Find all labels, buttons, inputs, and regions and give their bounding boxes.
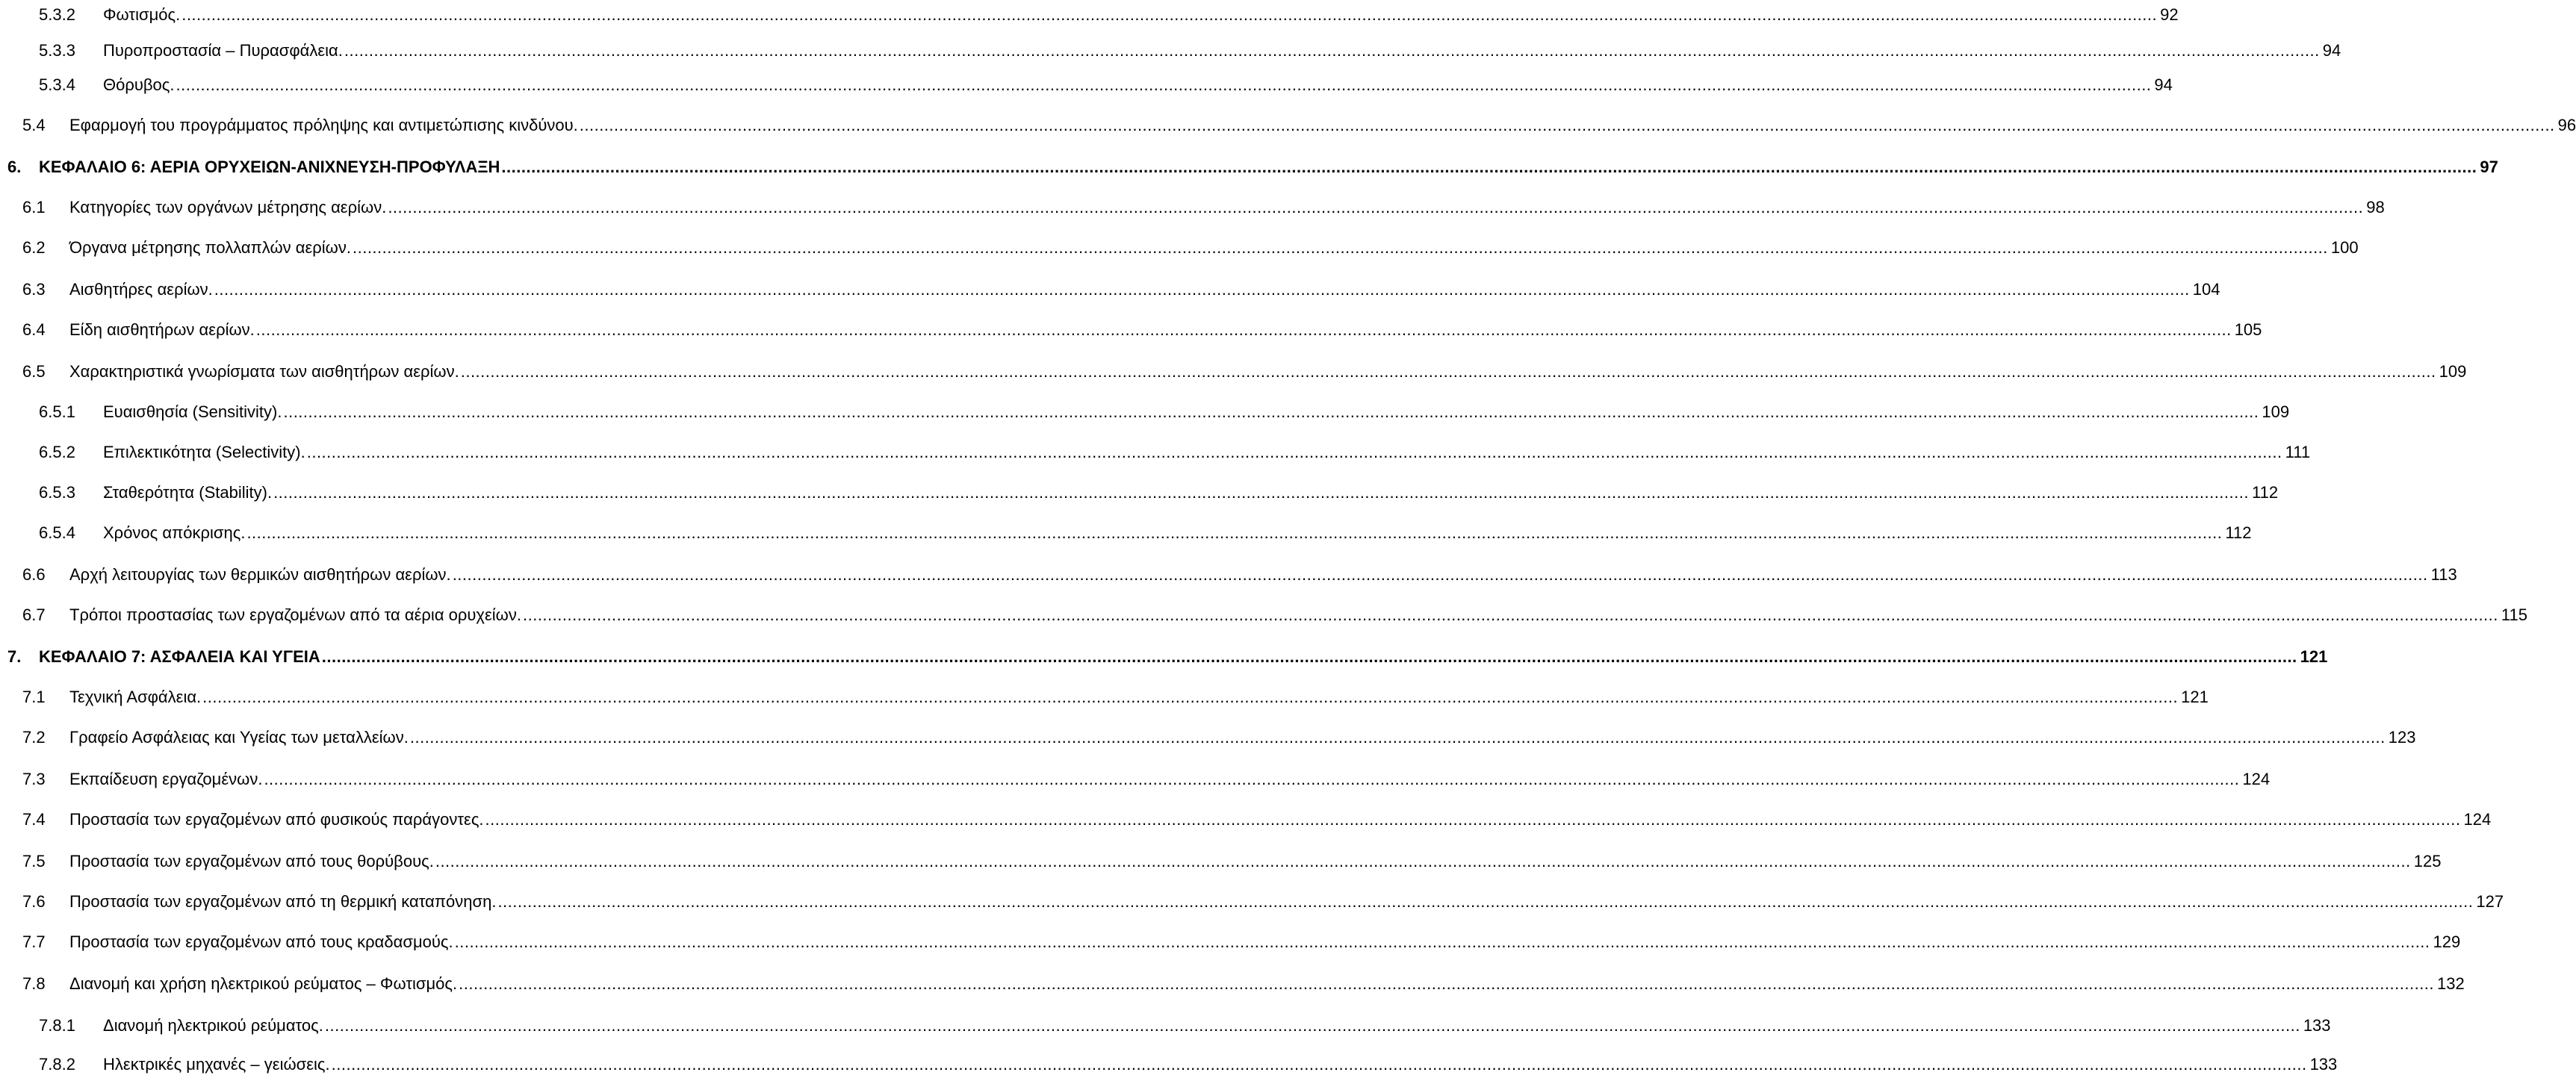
toc-entry-number: 7.8.1 — [39, 1016, 75, 1035]
dot-leader: ................................................................................................................................................................................................................................................................................................................................................................................................................ — [176, 75, 2152, 94]
toc-entry-title: Ηλεκτρικές μηχανές – γειώσεις. — [103, 1055, 330, 1074]
dot-leader: ................................................................................................................................................................................................................................................................................................................................................................................................................ — [202, 688, 2179, 706]
dot-leader: ................................................................................................................................................................................................................................................................................................................................................................................................................ — [283, 402, 2259, 421]
toc-entry[interactable] — [0, 764, 2271, 794]
toc-entry[interactable] — [0, 805, 2492, 835]
toc-entry-title: Χαρακτηριστικά γνωρίσματα των αισθητήρων αερίων. — [69, 362, 459, 381]
toc-entry[interactable] — [0, 642, 2328, 672]
toc-entry[interactable] — [0, 36, 2341, 66]
dot-leader: ................................................................................................................................................................................................................................................................................................................................................................................................................ — [522, 605, 2498, 624]
dot-leader: ................................................................................................................................................................................................................................................................................................................................................................................................................ — [460, 362, 2436, 381]
toc-entry-number: 7.2 — [22, 728, 46, 747]
toc-entry[interactable] — [0, 600, 2527, 630]
toc-entry-title: Φωτισμός. — [103, 5, 181, 24]
toc-entry-number: 6.6 — [22, 565, 46, 584]
toc-entry-title: Τρόποι προστασίας των εργαζομένων από τα αέρια ορυχείων. — [69, 605, 521, 624]
toc-entry-title: Διανομή και χρήση ηλεκτρικού ρεύματος – Φωτισμός. — [69, 974, 458, 993]
toc-entry-title: Εκπαίδευση εργαζομένων. — [69, 770, 263, 788]
toc-entry-page: 112 — [2251, 483, 2279, 502]
toc-entry-number: 6.2 — [22, 238, 46, 257]
toc-entry-title: Προστασία των εργαζομένων από τη θερμική καταπόνηση. — [69, 892, 497, 911]
toc-entry[interactable] — [0, 70, 2173, 100]
toc-entry-number: 6.7 — [22, 605, 46, 624]
toc-entry-title: Προστασία των εργαζομένων από τους κραδασμούς. — [69, 932, 453, 951]
dot-leader: ................................................................................................................................................................................................................................................................................................................................................................................................................ — [435, 852, 2411, 870]
dot-leader: ................................................................................................................................................................................................................................................................................................................................................................................................................ — [454, 932, 2430, 951]
toc-entry[interactable] — [0, 969, 2465, 999]
toc-entry[interactable] — [0, 927, 2461, 957]
toc-entry-page: 133 — [2303, 1016, 2331, 1035]
dot-leader: ................................................................................................................................................................................................................................................................................................................................................................................................................ — [273, 483, 2249, 502]
toc-entry-number: 6.1 — [22, 198, 46, 217]
toc-entry-number: 6.5.1 — [39, 402, 75, 421]
dot-leader: ................................................................................................................................................................................................................................................................................................................................................................................................................ — [321, 647, 2297, 666]
toc-entry-page: 94 — [2154, 75, 2173, 94]
toc-entry-page: 121 — [2300, 647, 2328, 666]
toc-entry-page: 109 — [2262, 402, 2290, 421]
toc-entry-page: 123 — [2388, 728, 2416, 747]
toc-entry-page: 94 — [2322, 41, 2341, 60]
toc-entry[interactable] — [0, 847, 2442, 876]
toc-entry-page: 115 — [2501, 605, 2527, 624]
dot-leader: ................................................................................................................................................................................................................................................................................................................................................................................................................ — [409, 728, 2386, 747]
toc-entry[interactable] — [0, 233, 2359, 263]
toc-entry-number: 6. — [7, 158, 22, 176]
dot-leader: ................................................................................................................................................................................................................................................................................................................................................................................................................ — [485, 810, 2461, 829]
toc-entry-page: 124 — [2463, 810, 2492, 829]
toc-entry[interactable] — [0, 478, 2279, 508]
toc-entry-number: 7.5 — [22, 852, 46, 870]
toc-entry-page: 92 — [2160, 5, 2179, 24]
toc-entry-number: 6.4 — [22, 320, 46, 339]
toc-entry-page: 96 — [2557, 116, 2576, 134]
toc-entry[interactable] — [0, 518, 2252, 548]
dot-leader: ................................................................................................................................................................................................................................................................................................................................................................................................................ — [497, 892, 2474, 911]
toc-entry-title: Τεχνική Ασφάλεια. — [69, 688, 202, 706]
dot-leader: ................................................................................................................................................................................................................................................................................................................................................................................................................ — [306, 443, 2282, 461]
dot-leader: ................................................................................................................................................................................................................................................................................................................................................................................................................ — [352, 238, 2328, 257]
toc-entry-title: Εφαρμογή του προγράμματος πρόληψης και αντιμετώπισης κινδύνου. — [69, 116, 578, 134]
toc-entry-number: 7.3 — [22, 770, 46, 788]
toc-entry-title: Αρχή λειτουργίας των θερμικών αισθητήρων αερίων. — [69, 565, 451, 584]
toc-entry-number: 6.3 — [22, 280, 46, 299]
toc-entry-number: 7.4 — [22, 810, 46, 829]
toc-entry-page: 111 — [2285, 443, 2311, 461]
toc-entry-page: 100 — [2330, 238, 2359, 257]
toc-entry-page: 97 — [2480, 158, 2498, 176]
toc-entry[interactable] — [0, 152, 2498, 182]
dot-leader: ................................................................................................................................................................................................................................................................................................................................................................................................................ — [324, 1016, 2300, 1035]
toc-entry-title: Σταθερότητα (Stability). — [103, 483, 273, 502]
dot-leader: ................................................................................................................................................................................................................................................................................................................................................................................................................ — [579, 116, 2555, 134]
toc-entry[interactable] — [0, 110, 2576, 140]
toc-entry-page: 104 — [2192, 280, 2220, 299]
toc-entry[interactable] — [0, 315, 2262, 345]
toc-entry-title: Προστασία των εργαζομένων από τους θορύβους. — [69, 852, 434, 870]
toc-entry[interactable] — [0, 275, 2220, 305]
toc-entry-title: Αισθητήρες αερίων. — [69, 280, 213, 299]
toc-entry-number: 7.6 — [22, 892, 46, 911]
toc-entry-page: 129 — [2433, 932, 2461, 951]
dot-leader: ................................................................................................................................................................................................................................................................................................................................................................................................................ — [331, 1055, 2307, 1074]
toc-entry[interactable] — [0, 437, 2311, 467]
toc-entry-title: Προστασία των εργαζομένων από φυσικούς παράγοντες. — [69, 810, 484, 829]
toc-entry[interactable] — [0, 1050, 2338, 1080]
toc-entry-page: 113 — [2430, 565, 2457, 584]
toc-entry[interactable] — [0, 682, 2209, 712]
dot-leader: ................................................................................................................................................................................................................................................................................................................................................................................................................ — [501, 158, 2477, 176]
toc-entry-page: 105 — [2234, 320, 2262, 339]
toc-entry[interactable] — [0, 723, 2416, 753]
toc-entry-number: 5.3.2 — [39, 5, 75, 24]
toc-entry-page: 125 — [2413, 852, 2442, 870]
dot-leader: ................................................................................................................................................................................................................................................................................................................................................................................................................ — [181, 5, 2158, 24]
toc-entry[interactable] — [0, 0, 2179, 30]
toc-entry-page: 133 — [2309, 1055, 2338, 1074]
toc-entry-title: Πυροπροστασία – Πυρασφάλεια. — [103, 41, 343, 60]
dot-leader: ................................................................................................................................................................................................................................................................................................................................................................................................................ — [344, 41, 2320, 60]
toc-entry-title: Όργανα μέτρησης πολλαπλών αερίων. — [69, 238, 351, 257]
dot-leader: ................................................................................................................................................................................................................................................................................................................................................................................................................ — [264, 770, 2240, 788]
toc-entry-number: 7.8 — [22, 974, 46, 993]
toc-entry-title: Διανομή ηλεκτρικού ρεύματος. — [103, 1016, 323, 1035]
toc-entry-title: ΚΕΦΑΛΑΙΟ 6: ΑΕΡΙΑ ΟΡΥΧΕΙΩΝ-ΑΝΙΧΝΕΥΣΗ-ΠΡΟΦΥΛΑΞΗ — [39, 158, 500, 176]
toc-entry-page: 98 — [2366, 198, 2385, 217]
toc-entry-number: 6.5.2 — [39, 443, 75, 461]
toc-entry-number: 6.5.3 — [39, 483, 75, 502]
toc-entry-page: 121 — [2181, 688, 2209, 706]
toc-entry-page: 132 — [2437, 974, 2465, 993]
toc-entry-title: Γραφείο Ασφάλειας και Υγείας των μεταλλείων. — [69, 728, 409, 747]
dot-leader: ................................................................................................................................................................................................................................................................................................................................................................................................................ — [246, 523, 2223, 542]
toc-entry[interactable] — [0, 357, 2467, 387]
toc-entry-title: Επιλεκτικότητα (Selectivity). — [103, 443, 305, 461]
toc-entry-title: Κατηγορίες των οργάνων μέτρησης αερίων. — [69, 198, 387, 217]
toc-entry-title: Ευαισθησία (Sensitivity). — [103, 402, 282, 421]
toc-entry-page: 112 — [2225, 523, 2252, 542]
toc-entry-page: 124 — [2242, 770, 2271, 788]
toc-entry-number: 6.5 — [22, 362, 46, 381]
dot-leader: ................................................................................................................................................................................................................................................................................................................................................................................................................ — [388, 198, 2364, 217]
toc-entry[interactable] — [0, 887, 2504, 917]
toc-entry[interactable] — [0, 560, 2457, 590]
toc-entry[interactable] — [0, 1011, 2331, 1041]
dot-leader: ................................................................................................................................................................................................................................................................................................................................................................................................................ — [452, 565, 2428, 584]
toc-entry-page: 109 — [2439, 362, 2467, 381]
dot-leader: ................................................................................................................................................................................................................................................................................................................................................................................................................ — [255, 320, 2232, 339]
toc-entry[interactable] — [0, 193, 2385, 222]
toc-entry-number: 7.8.2 — [39, 1055, 75, 1074]
dot-leader: ................................................................................................................................................................................................................................................................................................................................................................................................................ — [214, 280, 2190, 299]
toc-entry-title: Χρόνος απόκρισης. — [103, 523, 246, 542]
toc-entry-number: 5.3.3 — [39, 41, 75, 60]
toc-entry-number: 6.5.4 — [39, 523, 75, 542]
dot-leader: ................................................................................................................................................................................................................................................................................................................................................................................................................ — [459, 974, 2435, 993]
toc-entry-title: Είδη αισθητήρων αερίων. — [69, 320, 255, 339]
toc-entry-page: 127 — [2476, 892, 2504, 911]
toc-entry-number: 7. — [7, 647, 22, 666]
toc-entry-number: 7.1 — [22, 688, 46, 706]
toc-entry-number: 7.7 — [22, 932, 46, 951]
toc-entry[interactable] — [0, 397, 2290, 427]
toc-entry-title: ΚΕΦΑΛΑΙΟ 7: ΑΣΦΑΛΕΙΑ ΚΑΙ ΥΓΕΙΑ — [39, 647, 320, 666]
toc-entry-number: 5.4 — [22, 116, 46, 134]
toc-entry-number: 5.3.4 — [39, 75, 75, 94]
toc-entry-title: Θόρυβος. — [103, 75, 175, 94]
